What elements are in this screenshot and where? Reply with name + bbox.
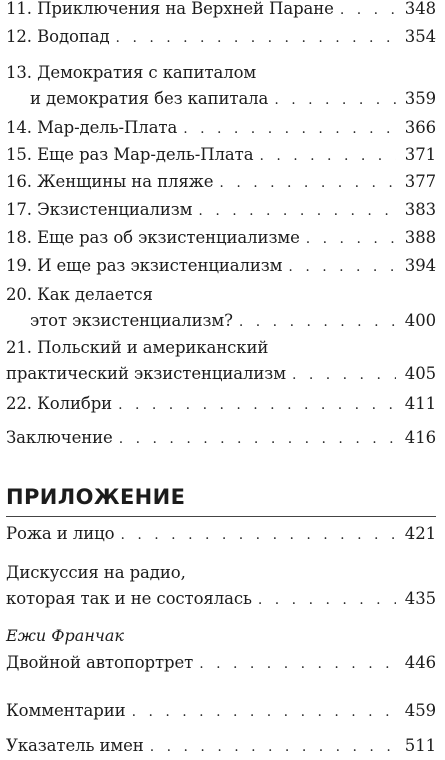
toc-page-number: 354 — [404, 27, 436, 46]
toc-entry-title: 18. Еще раз об экзистенциализме — [6, 228, 300, 247]
leader-dots — [150, 734, 396, 760]
toc-page-number: 388 — [404, 228, 436, 247]
toc-page-number: 405 — [404, 364, 436, 383]
toc-page-number: 359 — [404, 89, 436, 108]
leader-dots — [274, 87, 396, 113]
toc-page-number: 394 — [404, 256, 436, 275]
toc-entry[interactable] — [6, 142, 440, 168]
toc-entry-title: 17. Экзистенциализм — [6, 200, 193, 219]
entry-author: Ежи Франчак — [6, 626, 124, 645]
toc-entry-title: 15. Еще раз Мар-дель-Плата — [6, 145, 254, 164]
toc-entry-title-continued: этот экзистенциализм? — [30, 311, 233, 330]
toc-entry-title: Дискуссия на радио, — [6, 563, 186, 582]
toc-entry-title: 22. Колибри — [6, 394, 113, 413]
leader-dots — [340, 0, 396, 23]
toc-entry[interactable] — [6, 169, 440, 195]
toc-page-number: 366 — [404, 118, 436, 137]
toc-page-number: 446 — [404, 653, 436, 672]
toc-entry-title: Заключение — [6, 428, 113, 447]
leader-dots — [120, 522, 396, 548]
toc-entry-title: 16. Женщины на пляже — [6, 172, 214, 191]
toc-entry-title: 19. И еще раз экзистенциализм — [6, 256, 283, 275]
leader-dots — [288, 254, 396, 280]
toc-entry-title: 21. Польский и американский — [6, 338, 269, 357]
toc-entry[interactable] — [6, 560, 440, 612]
toc-page-number: 348 — [404, 0, 436, 18]
toc-entry[interactable] — [6, 650, 440, 676]
toc-page-number: 383 — [404, 200, 436, 219]
toc-entry-title: 11. Приключения на Верхней Паране — [6, 0, 334, 18]
toc-entry[interactable] — [6, 521, 440, 547]
toc-page-number: 377 — [404, 172, 436, 191]
toc-entry[interactable] — [6, 282, 440, 334]
leader-dots — [198, 198, 396, 224]
toc-entry[interactable] — [6, 60, 440, 112]
leader-dots — [292, 362, 396, 388]
section-divider — [6, 516, 436, 517]
section-heading: ПРИЛОЖЕНИЕ — [6, 485, 186, 509]
toc-entry-title-continued: и демократия без капитала — [30, 89, 269, 108]
leader-dots — [132, 699, 396, 725]
toc-page — [6, 0, 440, 757]
toc-entry[interactable] — [6, 733, 440, 759]
toc-entry-title: 13. Демократия с капиталом — [6, 63, 257, 82]
leader-dots — [306, 226, 396, 252]
toc-entry[interactable] — [6, 335, 440, 387]
toc-entry-title: 14. Мар-дель-Плата — [6, 118, 178, 137]
leader-dots — [259, 143, 396, 169]
leader-dots — [199, 651, 396, 677]
toc-entry[interactable] — [6, 197, 440, 223]
toc-page-number: 435 — [404, 589, 436, 608]
toc-entry[interactable] — [6, 0, 440, 22]
leader-dots — [258, 587, 396, 613]
toc-page-number: 400 — [404, 311, 436, 330]
toc-page-number: 371 — [404, 145, 436, 164]
toc-page-number: 511 — [404, 736, 436, 755]
toc-entry[interactable] — [6, 425, 440, 451]
toc-entry[interactable] — [6, 698, 440, 724]
toc-entry-title-continued: практический экзистенциализм — [6, 364, 286, 383]
leader-dots — [239, 309, 396, 335]
toc-entry-title-continued: которая так и не состоялась — [6, 589, 252, 608]
leader-dots — [219, 170, 396, 196]
toc-page-number: 411 — [404, 394, 436, 413]
toc-entry-title: Двойной автопортрет — [6, 653, 194, 672]
toc-page-number: 459 — [404, 701, 436, 720]
leader-dots — [119, 426, 396, 452]
toc-page-number: 421 — [404, 524, 436, 543]
toc-entry-title: 20. Как делается — [6, 285, 153, 304]
toc-entry[interactable] — [6, 115, 440, 141]
toc-entry-title: Рожа и лицо — [6, 524, 115, 543]
toc-entry-title: 12. Водопад — [6, 27, 110, 46]
toc-entry[interactable] — [6, 253, 440, 279]
toc-entry[interactable] — [6, 391, 440, 417]
toc-entry-title: Комментарии — [6, 701, 126, 720]
leader-dots — [116, 25, 396, 51]
leader-dots — [118, 392, 396, 418]
toc-entry-title: Указатель имен — [6, 736, 144, 755]
toc-entry[interactable] — [6, 24, 440, 50]
toc-page-number: 416 — [404, 428, 436, 447]
leader-dots — [183, 116, 396, 142]
toc-entry[interactable] — [6, 225, 440, 251]
